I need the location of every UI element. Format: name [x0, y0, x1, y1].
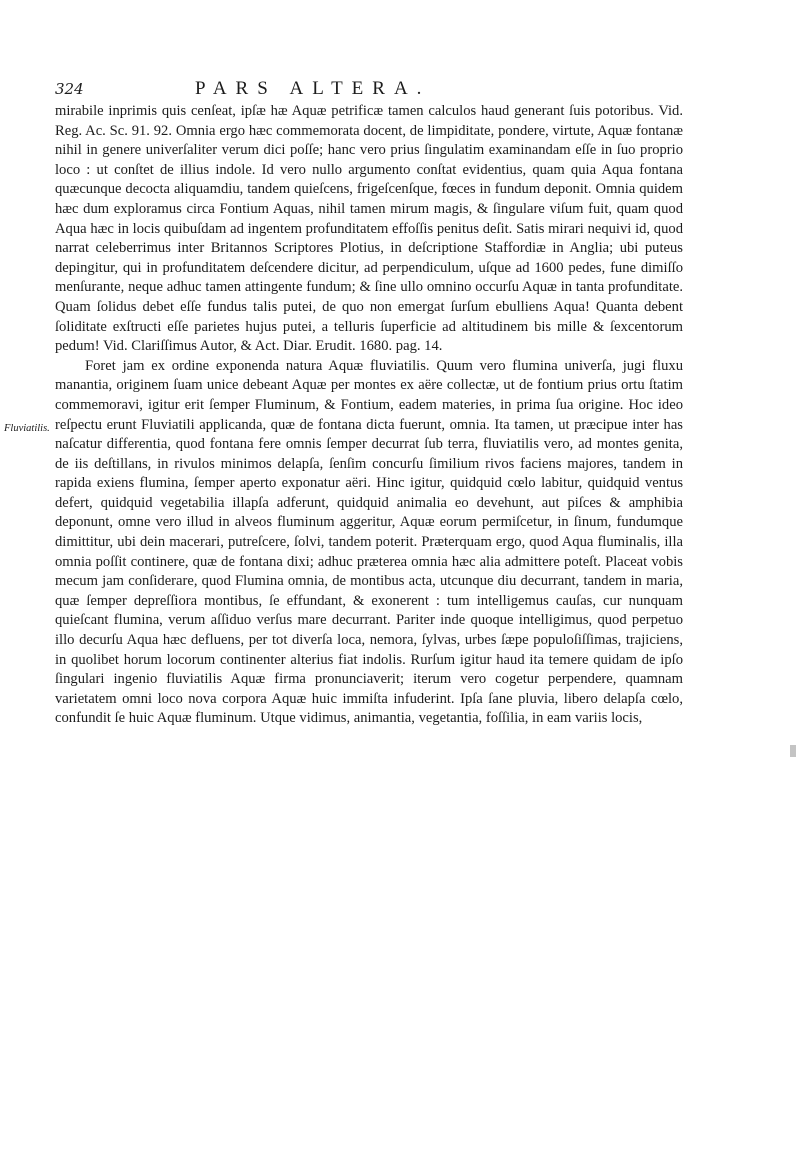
running-title: PARS ALTERA. — [195, 78, 431, 99]
binding-mark — [790, 745, 796, 757]
page-number: 324 — [55, 80, 84, 98]
marginal-note: Fluviatilis. — [4, 423, 50, 434]
paragraph-2: Foret jam ex ordine exponenda natura Aquæ fluviatilis. Quum vero flumina univerſa, jugi fluxu manantia, originem ſuam unice debeant Aquæ per montes ex aëre collectæ, ut de fontium prius ortu ſtatim commemoravi, igitur erit ſemper Fluminum, & Fontium, eadem materies, in prima ſua origine. Hoc ideo reſpectu erunt Fluviatili applicanda, quæ de fontana dicta fuerunt, omnia. Ita tamen, ut præcipue inter has naſcatur differentia, quod fontana fere omnis ſemper decurrat ſub terra, fluviatilis vero, ad montes genita, de iis deſtillans, in rivulos minimos delapſa, ſenſim concurſu ſimilium rivos faciens majores, tandem in rapida exiens flumina, ſemper aperto exponatur aëri. Hinc igitur, quidquid cœlo labitur, quidquid ventus defert, quidquid vegetabilia illapſa adferunt, quidquid animalia eo devehunt, aut piſces & amphibia deponunt, omne vero illud in alveos fluminum aggeritur, Aquæ eorum permiſcetur, in ſinum, fundumque dimittitur, ubi dein macerari, putreſcere, ſolvi, tandem poterit. Præterquam ergo, quod Aqua fluminalis, illa omnia poſſit continere, quæ de fontana dixi; adhuc præterea omnia hæc alia admittere poteſt. Placeat vobis mecum jam conſiderare, quod Flumina omnia, de montibus acta, utcunque diu decurrant, tandem in maria, quæ ſemper depreſſiora montibus, ſe effundant, & exonerent : tum intelligemus cauſas, cur nunquam quieſcant flumina, verum aſſiduo verſus mare decurrant. Pariter inde quoque intelligimus, quod perpetuo illo decurſu Aqua hæc defluens, per tot diverſa loca, nemora, ſylvas, urbes ſæpe populoſiſſimas, trajiciens, in quolibet horum locorum continenter alterius fiat indolis. Rurſum igitur haud ita temere quidam de ipſo ſingulari ingenio fluviatilis Aquæ firma pronunciaverit; iterum vero cogetur perpendere, quamnam varietatem omni loco nova corpora Aquæ huic immiſta infuderint. Ipſa ſane pluvia, libero delapſa cœlo, confundit ſe huic Aquæ fluminum. Utque vidimus, animantia, vegetantia, foſſilia, in eam variis locis, — [55, 357, 683, 727]
paragraph-1: mirabile inprimis quis cenſeat, ipſæ hæ Aquæ petrificæ tamen calculos haud generant ſuis potoribus. Vid. Reg. Ac. Sc. 91. 92. Omnia ergo hæc commemorata docent, de limpiditate, pondere, virtute, Aquæ fontanæ nihil in genere univerſaliter verum dici poſſe; hanc vero prius ſingulatim examinandam eſſe in ſuo proprio loco : ut conſtet de illius indole. Id vero nullo argumento conſtat evidentius, quam quia Aqua fontana quæcunque decocta aliquamdiu, tandem quieſcens, frigeſcenſque, fœces in fundum deponit. Omnia quidem hæc dum exploramus circa Fontium Aquas, nihil tamen mirum magis, & ſingulare viſum fuit, quam quod Aqua hæc in locis quibuſdam ad ingentem profunditatem effoſſis penitus deſit. Satis mirari nequivi id, quod narrat celeberrimus inter Britannos Scriptores Plotius, in deſcriptione Staffordiæ in Anglia; ubi puteus depingitur, qui in profunditatem deſcendere dicitur, ad perpendiculum, uſque ad 1600 pedes, fune dimiſſo menſurante, neque adhuc tamen attingente fundum; & ſine ullo omnino occurſu Aquæ in tanta profunditate. Quam ſolidus debet eſſe fundus talis putei, de quo non emergat ſurſum ebulliens Aqua! Quanta debent ſoliditate exſtructi eſſe parietes hujus putei, a telluris ſuperficie ad altitudinem bis mille & ſexcentorum pedum! Vid. Clariſſimus Autor, & Act. Diar. Erudit. 1680. pag. 14. — [55, 103, 683, 355]
page-header — [55, 80, 675, 102]
body-text — [55, 102, 683, 729]
